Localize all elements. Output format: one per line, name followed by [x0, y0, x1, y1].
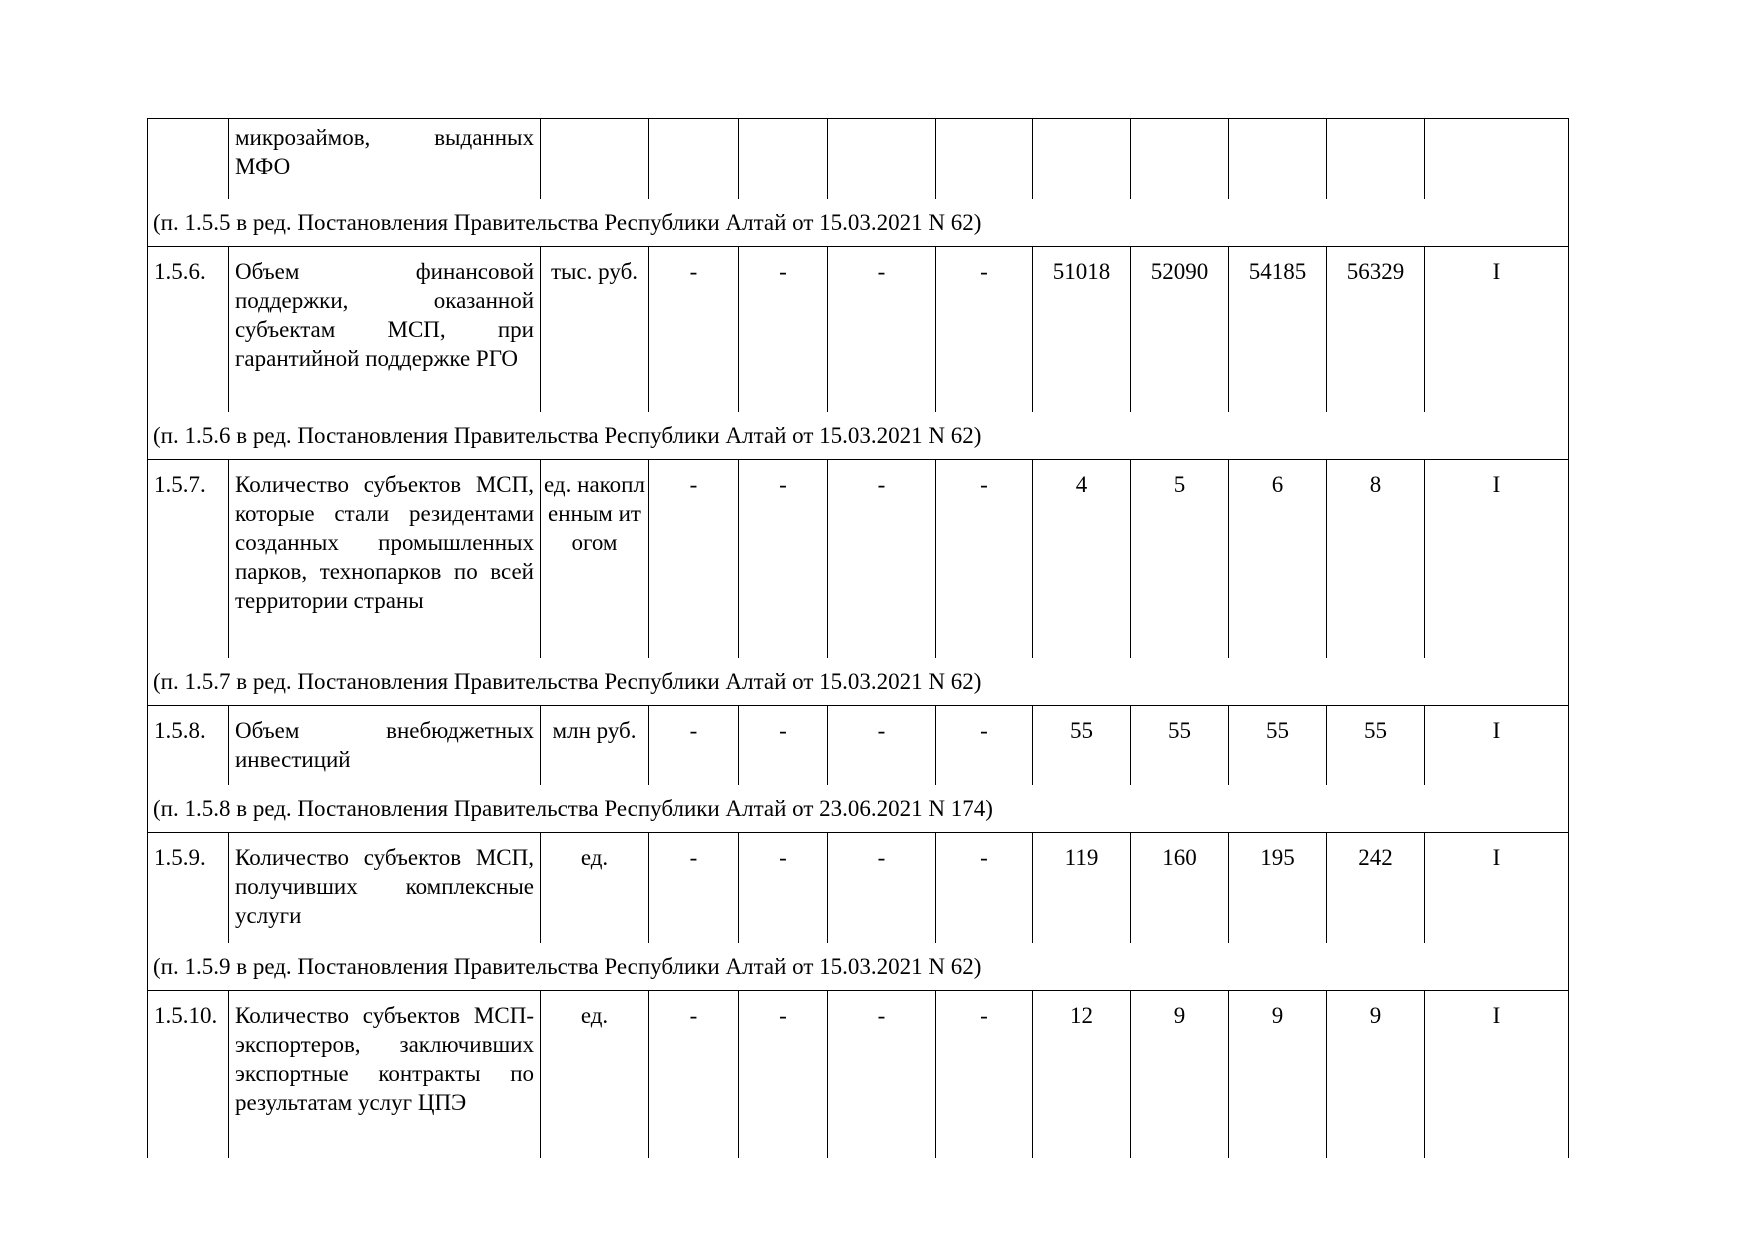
amendment-note: (п. 1.5.6 в ред. Постановления Правительства Республики Алтай от 15.03.2021 N 62) — [148, 412, 1569, 460]
unit-cell: тыс. руб. — [541, 246, 649, 412]
category-cell: I — [1425, 246, 1569, 412]
value-cell: 55 — [1131, 705, 1229, 785]
category-cell: I — [1425, 460, 1569, 658]
value-cell: - — [739, 460, 828, 658]
value-cell: - — [936, 990, 1033, 1158]
value-cell: - — [828, 705, 936, 785]
amendment-note: (п. 1.5.8 в ред. Постановления Правительства Республики Алтай от 23.06.2021 N 174) — [148, 785, 1569, 833]
value-cell: 55 — [1229, 705, 1327, 785]
value-cell: - — [828, 246, 936, 412]
amendment-note-row — [148, 943, 1569, 991]
value-cell: - — [936, 833, 1033, 943]
value-cell — [1229, 119, 1327, 199]
value-cell: - — [739, 246, 828, 412]
value-cell: 195 — [1229, 833, 1327, 943]
indicators-table — [147, 118, 1569, 1158]
value-cell: 6 — [1229, 460, 1327, 658]
table-row — [148, 705, 1569, 785]
row-number — [148, 119, 229, 199]
value-cell: - — [649, 990, 739, 1158]
value-cell: - — [649, 833, 739, 943]
value-cell: - — [739, 833, 828, 943]
value-cell: 8 — [1327, 460, 1425, 658]
table-row — [148, 460, 1569, 658]
value-cell: - — [649, 460, 739, 658]
row-number: 1.5.7. — [148, 460, 229, 658]
amendment-note-row — [148, 199, 1569, 247]
category-cell — [1425, 119, 1569, 199]
amendment-note-row — [148, 658, 1569, 706]
indicator-name: Количество субъектов МСП, получивших комплексные услуги — [229, 833, 541, 943]
value-cell: - — [649, 705, 739, 785]
indicator-name: Объем финансовой поддержки, оказанной субъектам МСП, при гарантийной поддержке РГО — [229, 246, 541, 412]
value-cell: 9 — [1229, 990, 1327, 1158]
category-cell: I — [1425, 705, 1569, 785]
indicator-name: микрозаймов, выданных МФО — [229, 119, 541, 199]
value-cell: - — [828, 990, 936, 1158]
value-cell — [828, 119, 936, 199]
table-row — [148, 990, 1569, 1158]
value-cell: 5 — [1131, 460, 1229, 658]
value-cell — [1327, 119, 1425, 199]
value-cell: - — [739, 705, 828, 785]
unit-cell: млн руб. — [541, 705, 649, 785]
indicator-name: Количество субъектов МСП, которые стали резидентами созданных промышленных парков, технопарков по всей территории страны — [229, 460, 541, 658]
value-cell: 56329 — [1327, 246, 1425, 412]
value-cell — [1131, 119, 1229, 199]
value-cell: 51018 — [1033, 246, 1131, 412]
value-cell: 9 — [1131, 990, 1229, 1158]
unit-cell: ед. накопленным итогом — [541, 460, 649, 658]
value-cell: 55 — [1327, 705, 1425, 785]
unit-cell — [541, 119, 649, 199]
value-cell: 54185 — [1229, 246, 1327, 412]
value-cell: 160 — [1131, 833, 1229, 943]
value-cell — [739, 119, 828, 199]
value-cell: 12 — [1033, 990, 1131, 1158]
amendment-note-row — [148, 785, 1569, 833]
amendment-note-row — [148, 412, 1569, 460]
value-cell: - — [739, 990, 828, 1158]
table-row — [148, 119, 1569, 199]
value-cell: - — [936, 705, 1033, 785]
unit-cell: ед. — [541, 833, 649, 943]
value-cell: 52090 — [1131, 246, 1229, 412]
indicator-name: Количество субъектов МСП-экспортеров, заключивших экспортные контракты по результатам услуг ЦПЭ — [229, 990, 541, 1158]
value-cell: - — [828, 833, 936, 943]
value-cell: 242 — [1327, 833, 1425, 943]
value-cell — [936, 119, 1033, 199]
table-row — [148, 833, 1569, 943]
amendment-note: (п. 1.5.9 в ред. Постановления Правительства Республики Алтай от 15.03.2021 N 62) — [148, 943, 1569, 991]
row-number: 1.5.10. — [148, 990, 229, 1158]
category-cell: I — [1425, 990, 1569, 1158]
row-number: 1.5.9. — [148, 833, 229, 943]
value-cell: 4 — [1033, 460, 1131, 658]
value-cell: 55 — [1033, 705, 1131, 785]
indicator-name: Объем внебюджетных инвестиций — [229, 705, 541, 785]
row-number: 1.5.8. — [148, 705, 229, 785]
table-row — [148, 246, 1569, 412]
value-cell — [649, 119, 739, 199]
value-cell: - — [936, 246, 1033, 412]
amendment-note: (п. 1.5.7 в ред. Постановления Правительства Республики Алтай от 15.03.2021 N 62) — [148, 658, 1569, 706]
unit-cell: ед. — [541, 990, 649, 1158]
category-cell: I — [1425, 833, 1569, 943]
value-cell: - — [936, 460, 1033, 658]
row-number: 1.5.6. — [148, 246, 229, 412]
value-cell — [1033, 119, 1131, 199]
value-cell: 119 — [1033, 833, 1131, 943]
value-cell: 9 — [1327, 990, 1425, 1158]
value-cell: - — [828, 460, 936, 658]
value-cell: - — [649, 246, 739, 412]
amendment-note: (п. 1.5.5 в ред. Постановления Правительства Республики Алтай от 15.03.2021 N 62) — [148, 199, 1569, 247]
